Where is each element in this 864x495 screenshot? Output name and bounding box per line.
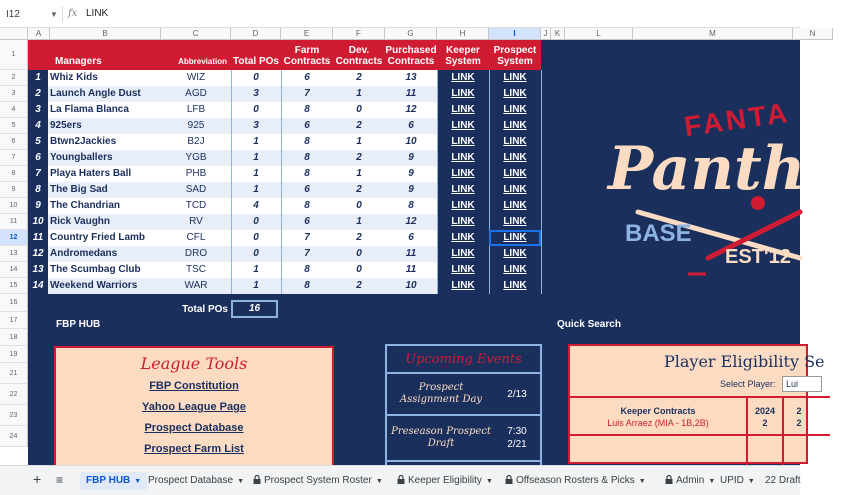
row-header[interactable]: 17 (0, 312, 28, 329)
year-header: 2 (796, 406, 802, 416)
purchased-cell: 13 (405, 72, 417, 83)
team-name: Weekend Warriors (50, 280, 138, 291)
keeper-system-link[interactable]: LINK (437, 230, 489, 246)
row-header[interactable]: 21 (0, 363, 28, 384)
dev-cell: 2 (356, 120, 362, 131)
keeper-contracts-header: Keeper Contracts (620, 406, 696, 416)
function-icon: fx (68, 8, 78, 19)
sheet-tab-label: Prospect Database (148, 475, 234, 486)
total-pos-label: Total POs (182, 304, 228, 315)
purchased-cell: 9 (408, 152, 414, 163)
chevron-down-icon[interactable]: ▼ (747, 478, 755, 485)
row-header[interactable]: 12 (0, 230, 28, 246)
column-header-a[interactable]: A (28, 28, 50, 40)
sheet-tab-label: Offseason Rosters & Picks (516, 475, 635, 486)
team-abbr: WAR (184, 280, 208, 291)
row-header[interactable]: 19 (0, 346, 28, 363)
divider (387, 460, 540, 462)
prospect-system-link[interactable]: LINK (489, 102, 541, 118)
sheet-tab-label: Admin (676, 475, 705, 486)
sheet-tab[interactable] (505, 472, 646, 490)
team-name: Youngballers (50, 152, 113, 163)
farm-cell: 8 (304, 152, 310, 163)
player-name: Luis Arraez (MIA - 1B,2B) (607, 418, 709, 428)
keeper-system-link[interactable]: LINK (437, 134, 489, 150)
chevron-down-icon[interactable]: ▼ (237, 478, 244, 485)
dev-cell: 1 (356, 136, 362, 147)
purchased-cell: 12 (405, 216, 417, 227)
hub-title: FBP HUB (56, 319, 101, 330)
team-name: The Scumbag Club (50, 264, 141, 275)
link-yahoo-league-page[interactable]: Yahoo League Page (142, 401, 246, 413)
prospect-system-link[interactable]: LINK (489, 214, 541, 230)
team-name: Rick Vaughn (50, 216, 111, 227)
row-header[interactable]: 3 (0, 86, 28, 102)
farm-cell: 6 (304, 184, 310, 195)
prospect-system-link[interactable]: LINK (489, 118, 541, 134)
selected-cell-outline (489, 230, 541, 246)
header-dev: Dev. Contracts (333, 40, 385, 70)
farm-cell: 8 (304, 136, 310, 147)
row-header[interactable]: 14 (0, 262, 28, 278)
purchased-cell: 8 (408, 200, 414, 211)
team-rank: 9 (28, 198, 48, 214)
purchased-cell: 10 (405, 280, 417, 291)
chevron-down-icon[interactable]: ▼ (638, 478, 646, 485)
add-sheet-icon[interactable]: + (33, 471, 42, 487)
team-abbr: WIZ (186, 72, 206, 83)
formula-bar (0, 0, 800, 28)
dev-cell: 0 (356, 200, 362, 211)
total-pos-cell: 3 (253, 88, 259, 99)
dev-cell: 1 (356, 88, 362, 99)
lock-icon (397, 473, 405, 482)
event-name: Prospect Assignment Day (399, 382, 483, 405)
dev-cell: 0 (356, 248, 362, 259)
dev-cell: 2 (356, 152, 362, 163)
column-header-j[interactable]: J (541, 28, 551, 40)
keeper-system-link[interactable]: LINK (437, 198, 489, 214)
row-header[interactable]: 16 (0, 294, 28, 312)
header-total-pos: Total POs (231, 40, 281, 70)
header-purchased: Purchased Contracts (385, 40, 437, 70)
divider (437, 70, 438, 294)
header-keeper: Keeper System (437, 40, 489, 70)
sheet-tab-label: Keeper Eligibility (408, 475, 482, 486)
prospect-system-link[interactable]: LINK (489, 134, 541, 150)
sheet-tab-label: Prospect System Roster (264, 475, 372, 486)
total-pos-cell: 1 (253, 264, 259, 275)
team-rank: 11 (28, 230, 48, 246)
team-name: Whiz Kids (50, 72, 98, 83)
team-rank: 5 (28, 134, 48, 150)
column-header-i[interactable]: I (489, 28, 541, 40)
farm-cell: 6 (304, 120, 310, 131)
total-pos-cell: 0 (253, 248, 259, 259)
column-header-h[interactable]: H (437, 28, 489, 40)
purchased-cell: 12 (405, 104, 417, 115)
row-header[interactable]: 15 (0, 278, 28, 294)
all-sheets-icon[interactable]: ≡ (56, 473, 64, 487)
sheet-tab-bar (0, 465, 800, 495)
dev-cell: 1 (356, 216, 362, 227)
team-abbr: DRO (184, 248, 208, 259)
lock-icon (505, 473, 513, 482)
column-header-e[interactable]: E (281, 28, 333, 40)
team-rank: 1 (28, 70, 48, 86)
team-rank: 12 (28, 246, 48, 262)
total-pos-cell: 0 (253, 104, 259, 115)
team-name: Country Fried Lamb (50, 232, 146, 243)
dev-cell: 2 (356, 72, 362, 83)
prospect-system-link[interactable]: LINK (489, 166, 541, 182)
row-header[interactable]: 24 (0, 426, 28, 447)
keeper-system-link[interactable]: LINK (437, 86, 489, 102)
sheet-tab[interactable] (765, 472, 801, 490)
player-value: 2 (796, 418, 802, 428)
total-pos-cell: 0 (253, 232, 259, 243)
team-abbr: SAD (185, 184, 207, 195)
select-player-label: Select Player: (720, 379, 776, 389)
row-header[interactable]: 23 (0, 405, 28, 426)
prospect-system-link[interactable]: LINK (489, 246, 541, 262)
farm-cell: 7 (304, 248, 310, 259)
farm-cell: 8 (304, 104, 310, 115)
divider (231, 70, 232, 294)
dev-cell: 2 (356, 232, 362, 243)
row-header[interactable]: 10 (0, 198, 28, 214)
team-rank: 3 (28, 102, 48, 118)
event-name: Preseason Prospect Draft (391, 426, 491, 449)
team-rank: 4 (28, 118, 48, 134)
purchased-cell: 9 (408, 184, 414, 195)
total-pos-cell: 4 (253, 200, 259, 211)
select-player-input[interactable]: Lui (782, 376, 822, 392)
column-header-f[interactable]: F (333, 28, 385, 40)
sheet-area (28, 40, 825, 465)
total-pos-cell: 1 (253, 280, 259, 291)
prospect-system-link[interactable]: LINK (489, 198, 541, 214)
team-name: Btwn2Jackies (50, 136, 117, 147)
name-box[interactable]: I12 (6, 9, 20, 20)
farm-cell: 8 (304, 200, 310, 211)
sheet-tab-label: UPID (720, 475, 744, 486)
team-abbr: TCD (185, 200, 207, 211)
purchased-cell: 6 (408, 120, 414, 131)
team-rank: 2 (28, 86, 48, 102)
team-rank: 8 (28, 182, 48, 198)
total-pos-value[interactable]: 16 (231, 300, 278, 318)
column-header-m[interactable]: M (633, 28, 793, 40)
sheet-tab[interactable] (80, 472, 147, 490)
purchased-cell: 6 (408, 232, 414, 243)
purchased-cell: 9 (408, 168, 414, 179)
logo-est: EST'12 (725, 246, 791, 268)
divider (489, 70, 490, 294)
row-header[interactable]: 4 (0, 102, 28, 118)
chevron-down-icon[interactable]: ▼ (50, 10, 58, 19)
sheet-tab[interactable] (665, 472, 715, 490)
divider (281, 70, 282, 294)
header-managers: Managers (28, 40, 161, 70)
total-pos-cell: 1 (253, 152, 259, 163)
sheet-tab[interactable] (397, 472, 493, 490)
prospect-system-link[interactable]: LINK (489, 230, 541, 246)
row-header[interactable]: 1 (0, 40, 28, 70)
column-header-k[interactable]: K (551, 28, 565, 40)
keeper-system-link[interactable]: LINK (437, 246, 489, 262)
team-name: The Chandrian (50, 200, 121, 211)
eligibility-title: Player Eligibility Se (664, 352, 825, 371)
column-header-g[interactable]: G (385, 28, 437, 40)
sheet-tab[interactable] (720, 472, 755, 490)
purchased-cell: 10 (405, 136, 417, 147)
purchased-cell: 11 (405, 88, 417, 99)
total-pos-cell: 1 (253, 136, 259, 147)
dev-cell: 2 (356, 280, 362, 291)
divider (570, 396, 830, 398)
header-farm: Farm Contracts (281, 40, 333, 70)
prospect-system-link[interactable]: LINK (489, 262, 541, 278)
league-tools-panel (54, 346, 334, 471)
keeper-system-link[interactable]: LINK (437, 70, 489, 86)
dev-cell: 0 (356, 104, 362, 115)
link-prospect-database[interactable]: Prospect Database (144, 422, 244, 434)
upcoming-events-panel (385, 344, 542, 469)
purchased-cell: 11 (405, 248, 417, 259)
keeper-system-link[interactable]: LINK (437, 118, 489, 134)
logo-baseball: BASE (625, 220, 692, 247)
sheet-tab[interactable] (253, 472, 383, 490)
farm-cell: 8 (304, 168, 310, 179)
team-abbr: CFL (186, 232, 206, 243)
row-header[interactable]: 5 (0, 118, 28, 134)
quick-search-title: Quick Search (557, 319, 621, 330)
events-title: Upcoming Events (387, 346, 540, 374)
year-header: 2024 (754, 406, 776, 416)
row-header[interactable]: 13 (0, 246, 28, 262)
sheet-tab-label: FBP HUB (86, 475, 131, 486)
team-abbr: TSC (186, 264, 206, 275)
team-rank: 7 (28, 166, 48, 182)
column-header-n[interactable]: N (793, 28, 833, 40)
team-rank: 13 (28, 262, 48, 278)
prospect-system-link[interactable]: LINK (489, 182, 541, 198)
logo-fantasy: FANTA (682, 96, 792, 143)
farm-cell: 8 (304, 264, 310, 275)
keeper-system-link[interactable]: LINK (437, 214, 489, 230)
row-header[interactable]: 11 (0, 214, 28, 230)
row-header[interactable]: 6 (0, 134, 28, 150)
total-pos-cell: 1 (253, 168, 259, 179)
team-name: 925ers (50, 120, 82, 131)
keeper-system-link[interactable]: LINK (437, 182, 489, 198)
row-header[interactable]: 9 (0, 182, 28, 198)
header-prospect: Prospect System (489, 40, 541, 70)
team-abbr: RV (189, 216, 203, 227)
divider (387, 414, 540, 416)
logo-panthers: Panth (608, 134, 806, 204)
team-abbr: AGD (185, 88, 207, 99)
keeper-system-link[interactable]: LINK (437, 278, 489, 294)
lock-icon (253, 473, 261, 482)
farm-cell: 6 (304, 72, 310, 83)
farm-cell: 8 (304, 280, 310, 291)
team-name: Playa Haters Ball (50, 168, 132, 179)
dev-cell: 0 (356, 264, 362, 275)
total-pos-cell: 1 (253, 184, 259, 195)
team-name: Andromedans (50, 248, 118, 259)
prospect-system-link[interactable]: LINK (489, 70, 541, 86)
row-header[interactable]: 22 (0, 384, 28, 405)
chevron-down-icon[interactable]: ▼ (375, 478, 383, 485)
team-name: The Big Sad (50, 184, 108, 195)
farm-cell: 6 (304, 216, 310, 227)
sheet-tab[interactable] (148, 472, 244, 490)
prospect-system-link[interactable]: LINK (489, 86, 541, 102)
total-pos-cell: 0 (253, 216, 259, 227)
row-header[interactable]: 8 (0, 166, 28, 182)
team-abbr: PHB (185, 168, 207, 179)
team-rank: 14 (28, 278, 48, 294)
chevron-down-icon[interactable]: ▼ (485, 478, 493, 485)
team-name: La Flama Blanca (50, 104, 129, 115)
team-abbr: 925 (187, 120, 205, 131)
formula-input[interactable]: LINK (86, 8, 109, 19)
team-rank: 6 (28, 150, 48, 166)
event-date: 2/13 (507, 389, 527, 400)
keeper-system-link[interactable]: LINK (437, 150, 489, 166)
chevron-down-icon[interactable]: ▼ (134, 478, 142, 485)
column-header-l[interactable]: L (565, 28, 633, 40)
link-fbp-constitution[interactable]: FBP Constitution (149, 380, 239, 392)
link-prospect-farm-list[interactable]: Prospect Farm List (144, 443, 244, 455)
row-header[interactable]: 18 (0, 329, 28, 346)
lock-icon (665, 473, 673, 482)
sheet-tab-label: 22 Draft (765, 475, 801, 486)
farm-cell: 7 (304, 88, 310, 99)
team-name: Launch Angle Dust (50, 88, 141, 99)
row-header[interactable]: 2 (0, 70, 28, 86)
event-date: 7:30 2/21 (507, 426, 527, 450)
team-rank: 10 (28, 214, 48, 230)
total-pos-cell: 3 (253, 120, 259, 131)
prospect-system-link[interactable]: LINK (489, 150, 541, 166)
keeper-system-link[interactable]: LINK (437, 166, 489, 182)
prospect-system-link[interactable]: LINK (489, 278, 541, 294)
team-abbr: YGB (185, 152, 207, 163)
header-abbreviation: Abbreviation (161, 40, 231, 70)
dev-cell: 2 (356, 184, 362, 195)
keeper-system-link[interactable]: LINK (437, 262, 489, 278)
total-pos-cell: 0 (253, 72, 259, 83)
farm-cell: 7 (304, 232, 310, 243)
row-header[interactable]: 7 (0, 150, 28, 166)
column-header-d[interactable]: D (231, 28, 281, 40)
purchased-cell: 11 (405, 264, 417, 275)
player-value: 2 (762, 418, 768, 428)
player-eligibility-panel (568, 344, 825, 464)
divider (570, 434, 830, 436)
divider (541, 70, 542, 294)
league-tools-title: League Tools (140, 354, 248, 373)
team-abbr: LFB (186, 104, 206, 115)
team-abbr: B2J (187, 136, 205, 147)
select-all-corner[interactable] (0, 28, 28, 40)
dev-cell: 1 (356, 168, 362, 179)
column-header-c[interactable]: C (161, 28, 231, 40)
keeper-system-link[interactable]: LINK (437, 102, 489, 118)
column-header-b[interactable]: B (50, 28, 161, 40)
divider (62, 6, 63, 22)
chevron-down-icon[interactable]: ▼ (708, 478, 716, 485)
